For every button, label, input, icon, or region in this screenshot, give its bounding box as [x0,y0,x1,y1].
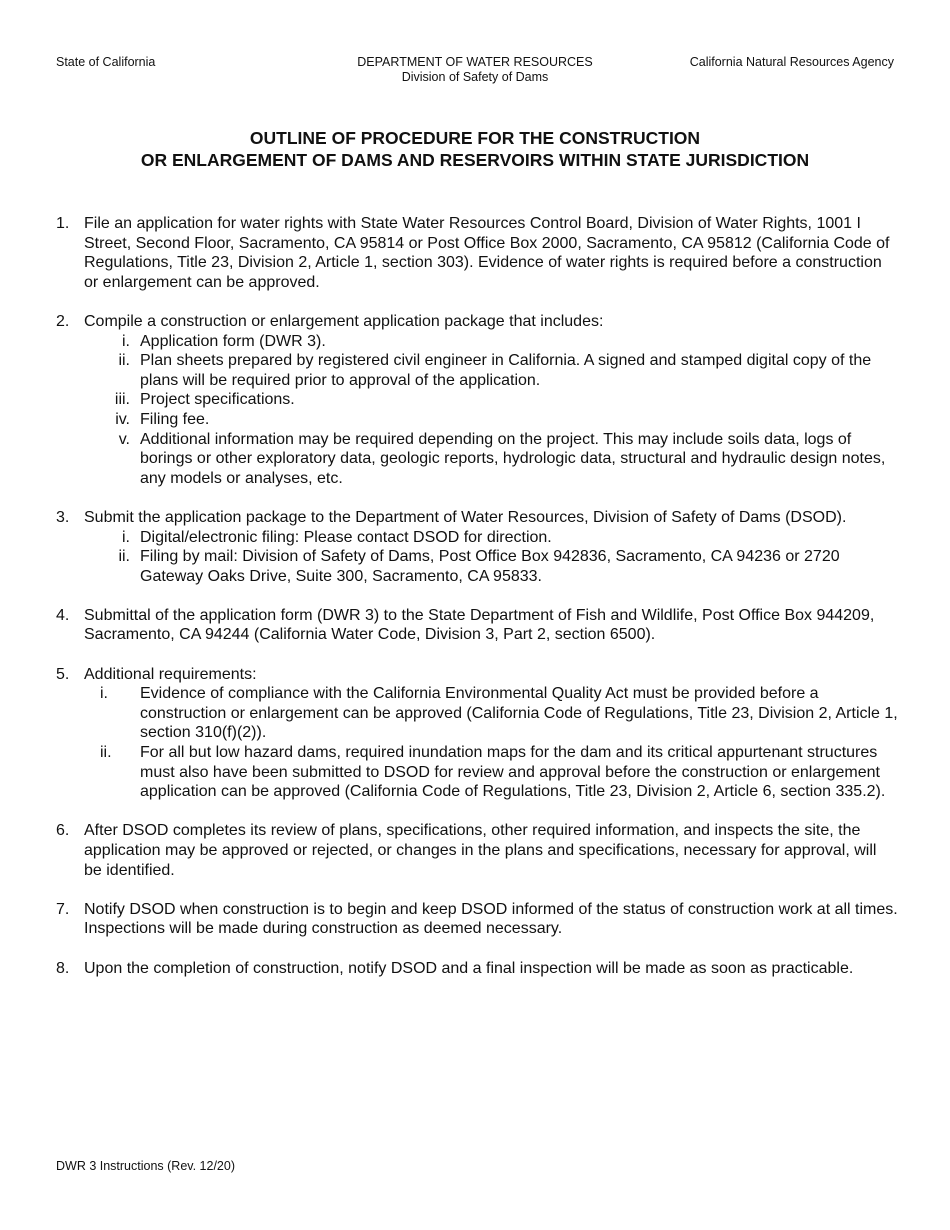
header-division: Division of Safety of Dams [401,70,549,84]
sub-item-number: i. [122,332,130,350]
sub-item-number: ii. [118,548,130,566]
sub-item [84,430,898,489]
step-4 [56,606,898,645]
step-number: 8. [56,959,70,977]
step-text: After DSOD completes its review of plans, specifications, other required information, and inspects the site, the application may be approved or rejected, or changes in the plans and specifications, necessary for approval, will be identified. [84,822,877,879]
step-number: 2. [56,312,70,330]
step-text: Additional requirements: [84,665,257,683]
sub-item-number: iii. [114,391,130,409]
sub-item [84,528,898,548]
header-right: California Natural Resources Agency [689,55,894,69]
sub-item-text: Filing by mail: Division of Safety of Dams, Post Office Box 942836, Sacramento, CA 94236 or 2720 Gateway Oaks Drive, Suite 300, Sacramento, CA 95833. [140,548,840,585]
procedure-steps [56,214,898,978]
step-number: 3. [56,508,70,526]
step-number: 5. [56,665,70,683]
step-2 [56,312,898,488]
sub-item [84,684,898,743]
step-5-sublist [84,684,898,802]
step-text: Submittal of the application form (DWR 3) to the State Department of Fish and Wildlife, Post Office Box 944209, Sacramento, CA 94244 (California Water Code, Division 3, Part 2, section 6500). [84,606,875,644]
sub-item-number: ii. [100,744,112,762]
step-3 [56,508,898,586]
sub-item-text: Additional information may be required depending on the project. This may include soils data, logs of borings or other exploratory data, geologic reports, hydrologic data, structural and hydraulic design notes, any models or analyses, etc. [140,430,886,487]
step-1 [56,214,898,292]
procedure-list-container [56,214,898,998]
sub-item-text: Plan sheets prepared by registered civil engineer in California. A signed and stamped digital copy of the plans will be required prior to approval of the application. [140,352,872,389]
step-7 [56,900,898,939]
step-6 [56,821,898,880]
sub-item-number: v. [118,430,130,448]
title-line-1: OUTLINE OF PROCEDURE FOR THE CONSTRUCTION [249,128,701,148]
step-8 [56,959,898,979]
sub-item-number: iv. [115,410,130,428]
step-number: 7. [56,900,70,918]
sub-item-number: i. [122,528,130,546]
step-number: 4. [56,606,70,624]
step-2-sublist [84,332,898,489]
step-text: Compile a construction or enlargement application package that includes: [84,312,604,330]
sub-item-text: Project specifications. [140,391,295,409]
sub-item [84,390,898,410]
step-text: Submit the application package to the Department of Water Resources, Division of Safety of Dams (DSOD). [84,508,847,526]
sub-item-text: For all but low hazard dams, required inundation maps for the dam and its critical appurtenant structures must also have been submitted to DSOD for review and approval before the construction or enlargement application can be approved (California Code of Regulations, Title 23, Division 2, Article 6, section 335.2). [140,744,886,801]
sub-item-text: Digital/electronic filing: Please contact DSOD for direction. [140,528,552,546]
sub-item [84,332,898,352]
step-text: Upon the completion of construction, notify DSOD and a final inspection will be made as soon as practicable. [84,959,854,977]
step-5 [56,665,898,802]
step-text: Notify DSOD when construction is to begin and keep DSOD informed of the status of construction work at all times. Inspections will be made during construction as deemed necessary. [84,900,898,938]
sub-item [84,351,898,390]
document-title [0,127,950,171]
sub-item-text: Filing fee. [140,410,210,428]
sub-item [84,410,898,430]
header-left: State of California [56,55,156,69]
sub-item-text: Application form (DWR 3). [140,332,326,350]
sub-item-number: i. [100,685,108,703]
sub-item-number: ii. [118,352,130,370]
step-3-sublist [84,528,898,587]
title-line-2: OR ENLARGEMENT OF DAMS AND RESERVOIRS WITHIN STATE JURISDICTION [140,150,810,170]
sub-item [84,743,898,802]
step-text: File an application for water rights with State Water Resources Control Board, Division of Water Rights, 1001 I Street, Second Floor, Sacramento, CA 95814 or Post Office Box 2000, Sacramento, CA 95812 (California Code of Regulations, Title 23, Division 2, Article 1, section 303). Evidence of water rights is required before a construction or enlargement can be approved. [84,215,890,291]
form-revision-footer: DWR 3 Instructions (Rev. 12/20) [56,1159,235,1173]
header-department: DEPARTMENT OF WATER RESOURCES [357,55,593,69]
sub-item-text: Evidence of compliance with the California Environmental Quality Act must be provided before a construction or enlargement can be approved (California Code of Regulations, Title 23, Division 2, Article 1, section 310(f)(2)). [140,685,898,742]
step-number: 1. [56,215,70,232]
step-number: 6. [56,822,70,840]
sub-item [84,547,898,586]
